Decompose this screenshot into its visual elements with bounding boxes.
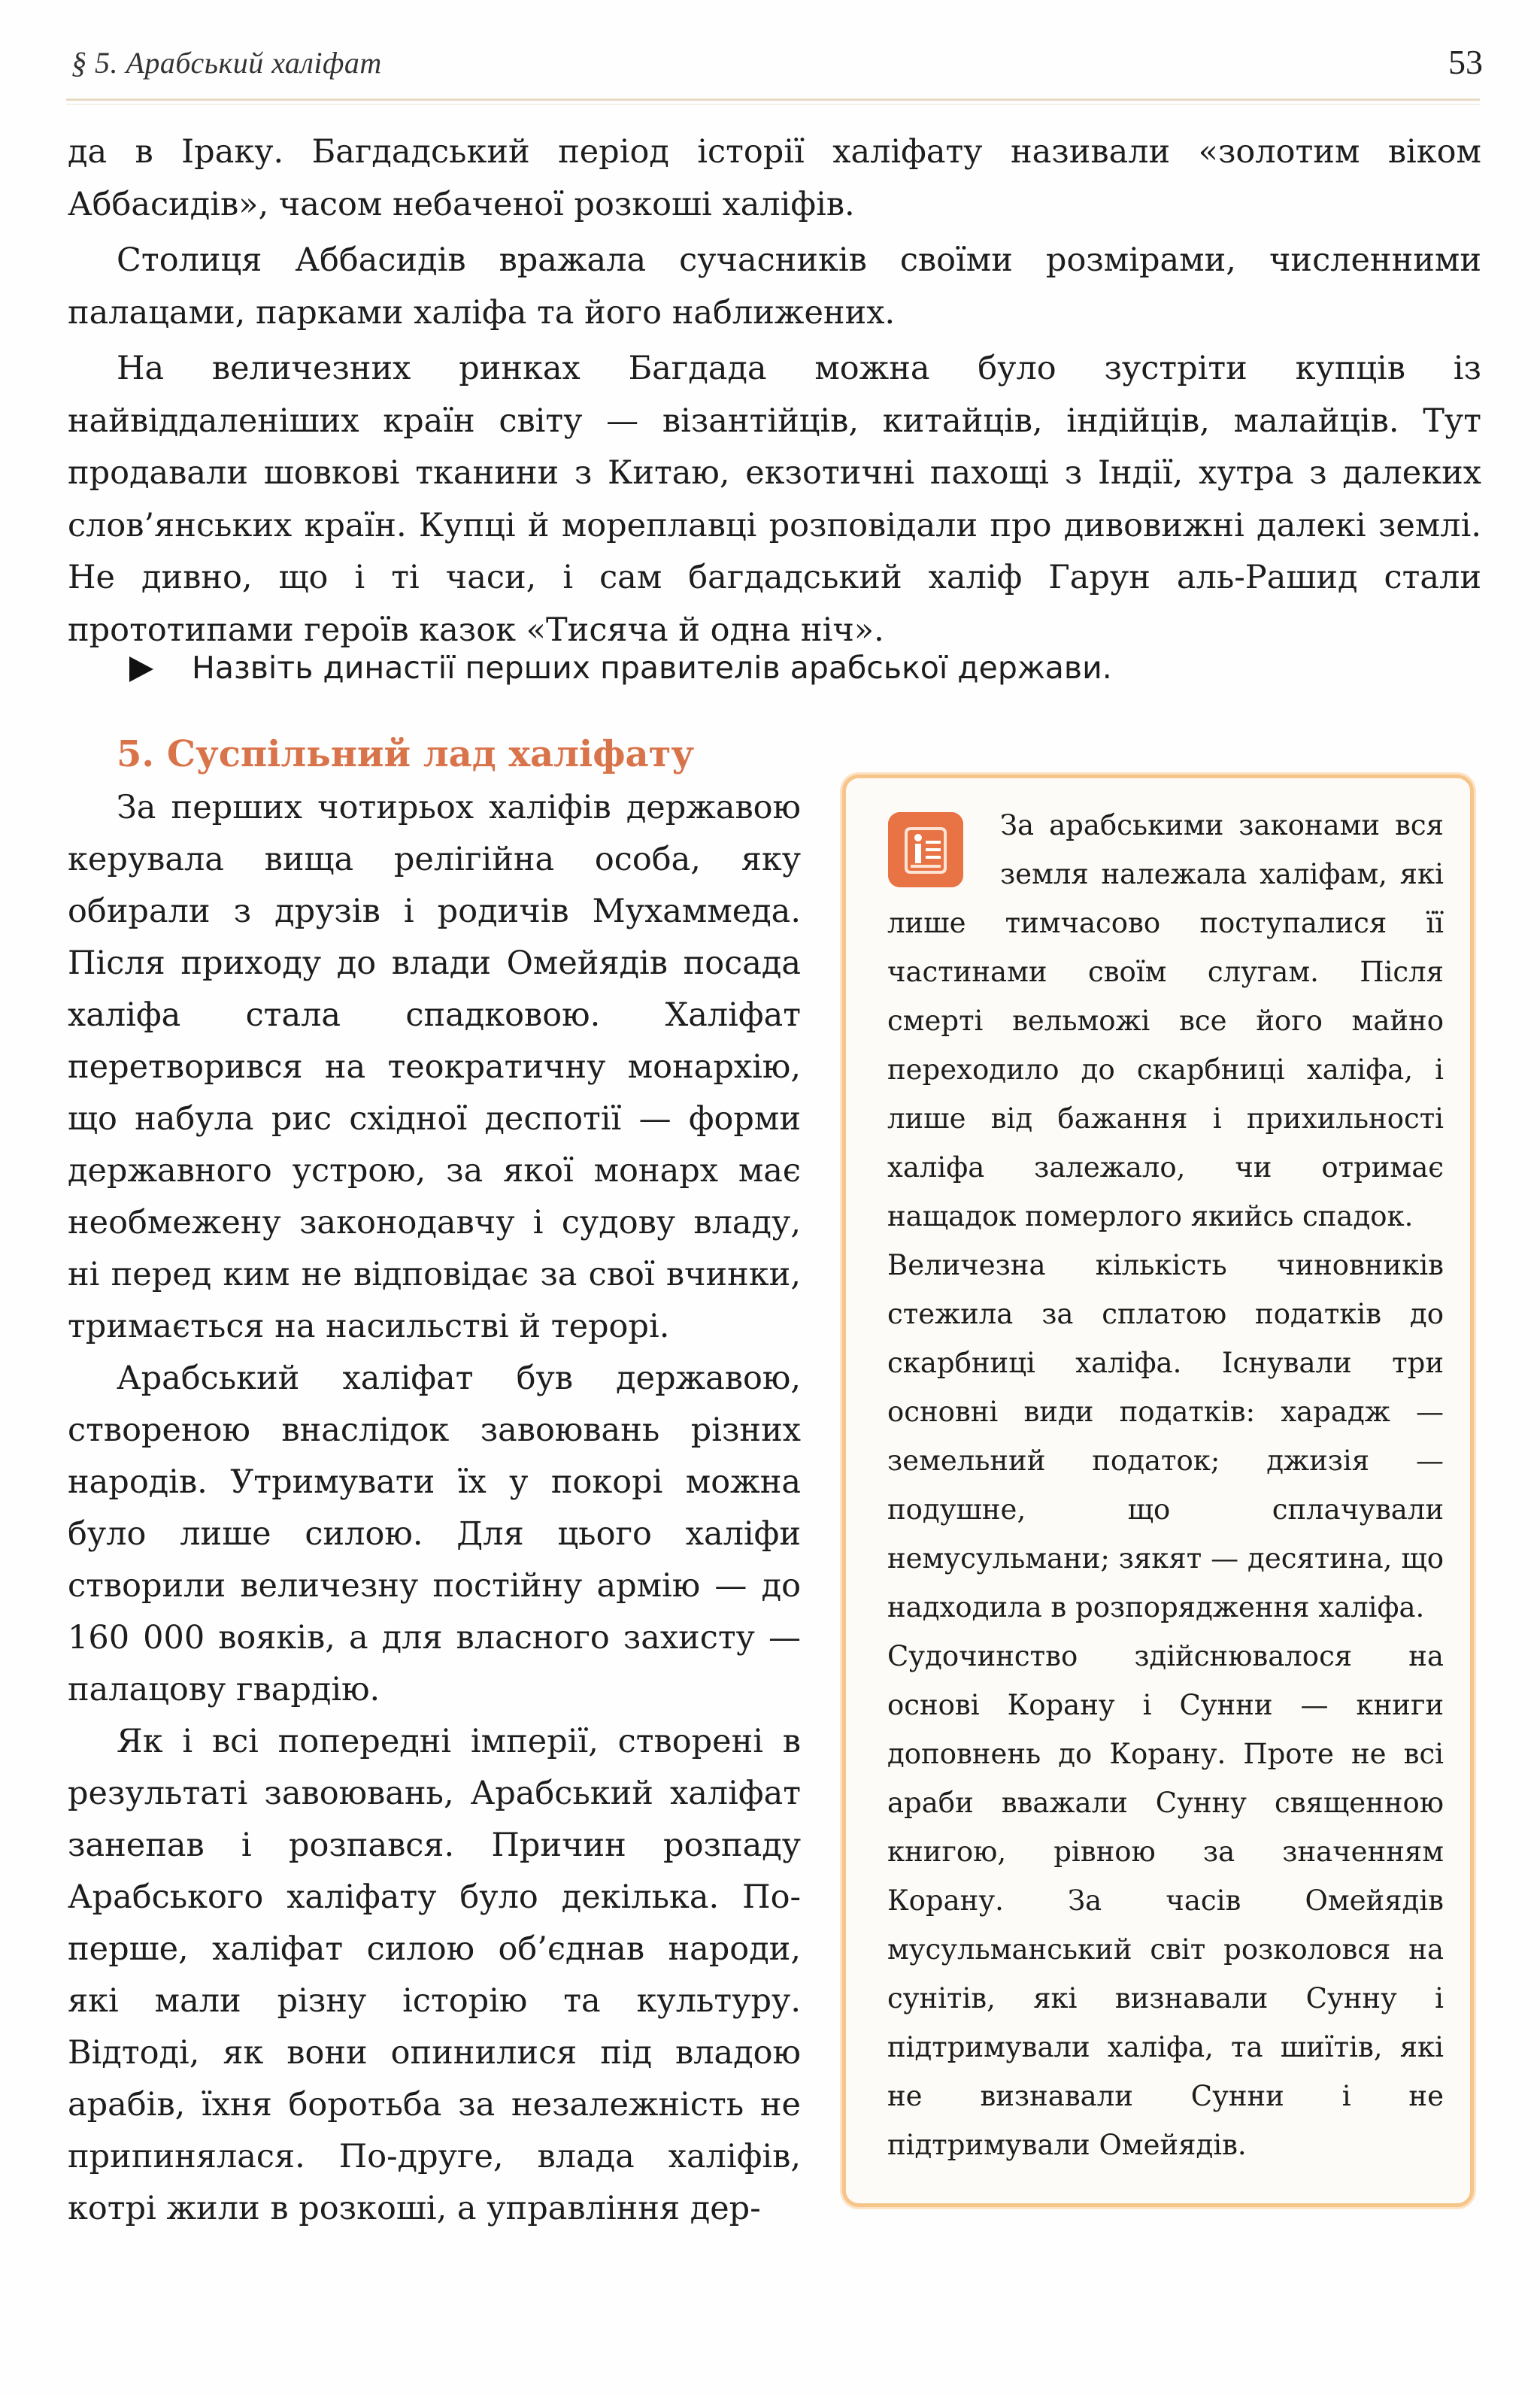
sidebar-paragraph: За арабськими законами вся земля належала халіфам, які лише тимчасово поступалися її частинами своїм слугам. Після смерті вельможі все його майно переходило до скарбниці халіфа, і лише від бажання і прихильності халіфа залежало, чи отримає нащадок померлого якийсь спадок. [887, 809, 1444, 1232]
sidebar-paragraph: Судочинство здійснювалося на основі Корану і Сунни — книги доповнень до Корану. Проте не всі араби вважали Сунну священною книгою, рівною за значенням Корану. За часів Омейядів мусульманський світ розколовся на сунітів, які визнавали Сунну і підтримували халіфа, та шиїтів, які не визнавали Сунни і не підтримували Омейядів. [887, 1640, 1444, 2161]
header-divider-thin [66, 104, 1480, 105]
triangle-right-icon [129, 656, 153, 682]
section-paragraph: Арабський халіфат був державою, створеною внаслідок завоювань різних народів. Утримувати їх у покорі можна було лише силою. Для цього халіфи створили величезну постійну армію — до 160 000 вояків, а для власного захисту — палацову гвардію. [68, 1360, 801, 1708]
running-head: § 5. Арабський халіфат [71, 46, 382, 80]
info-sidebar [842, 775, 1474, 2207]
sidebar-text [887, 801, 1444, 2169]
section-paragraph: Як і всі попередні імперії, створені в результаті завоювань, Арабський халіфат занепав і розпався. Причин розпаду Арабського халіфату було декілька. По-перше, халіфат силою об’єднав народи, які мали різну історію та культуру. Відтоді, як вони опинилися під владою арабів, їхня боротьба за незалежність не припинялася. По-друге, влада халіфів, котрі жили в розкоші, а управління дер- [68, 1723, 801, 2227]
task-question: Назвіть династії перших правителів арабської держави. [192, 650, 1112, 686]
intro-paragraph-2: Столиця Аббасидів вражала сучасників своїми розмірами, численними палацами, парками халіфа та його наближених. [68, 241, 1481, 332]
sidebar-paragraph: Величезна кількість чиновників стежила за сплатою податків до скарбниці халіфа. Існували три основні види податків: харадж — земельний податок; джизія — подушне, що сплачували немусульмани; зякят — десятина, що надходила в розпорядження халіфа. [887, 1249, 1444, 1623]
page-number: 53 [1448, 43, 1483, 81]
section-heading: 5. Суспільний лад халіфату [117, 733, 695, 775]
intro-paragraph-3: На величезних ринках Багдада можна було зустріти купців із найвіддаленіших країн світу — візантійців, китайців, індійців, малайців. Тут продавали шовкові тканини з Китаю, екзотичні пахощі з Індії, хутра з далеких слов’янських країн. Купці й мореплавці розповідали про дивовижні далекі землі. Не дивно, що і ті часи, і сам багдадський халіф Гарун аль-Рашид стали прототипами героїв казок «Тисяча й одна ніч». [68, 350, 1481, 649]
section-body [68, 782, 801, 2235]
intro-paragraph-1: да в Іраку. Багдадський період історії халіфату називали «золотим віком Аббасидів», часом небаченої розкоші халіфів. [68, 133, 1481, 223]
header-divider [66, 99, 1480, 101]
section-paragraph: За перших чотирьох халіфів державою керувала вища релігійна особа, яку обирали з друзів і родичів Мухаммеда. Після приходу до влади Омейядів посада халіфа стала спадковою. Халіфат перетворився на теократичну монархію, що набула рис східної деспотії — форми державного устрою, за якої монарх має необмежену законодавчу і судову владу, ні перед ким не відповідає за свої вчинки, тримається на насильстві й терорі. [68, 789, 801, 1345]
